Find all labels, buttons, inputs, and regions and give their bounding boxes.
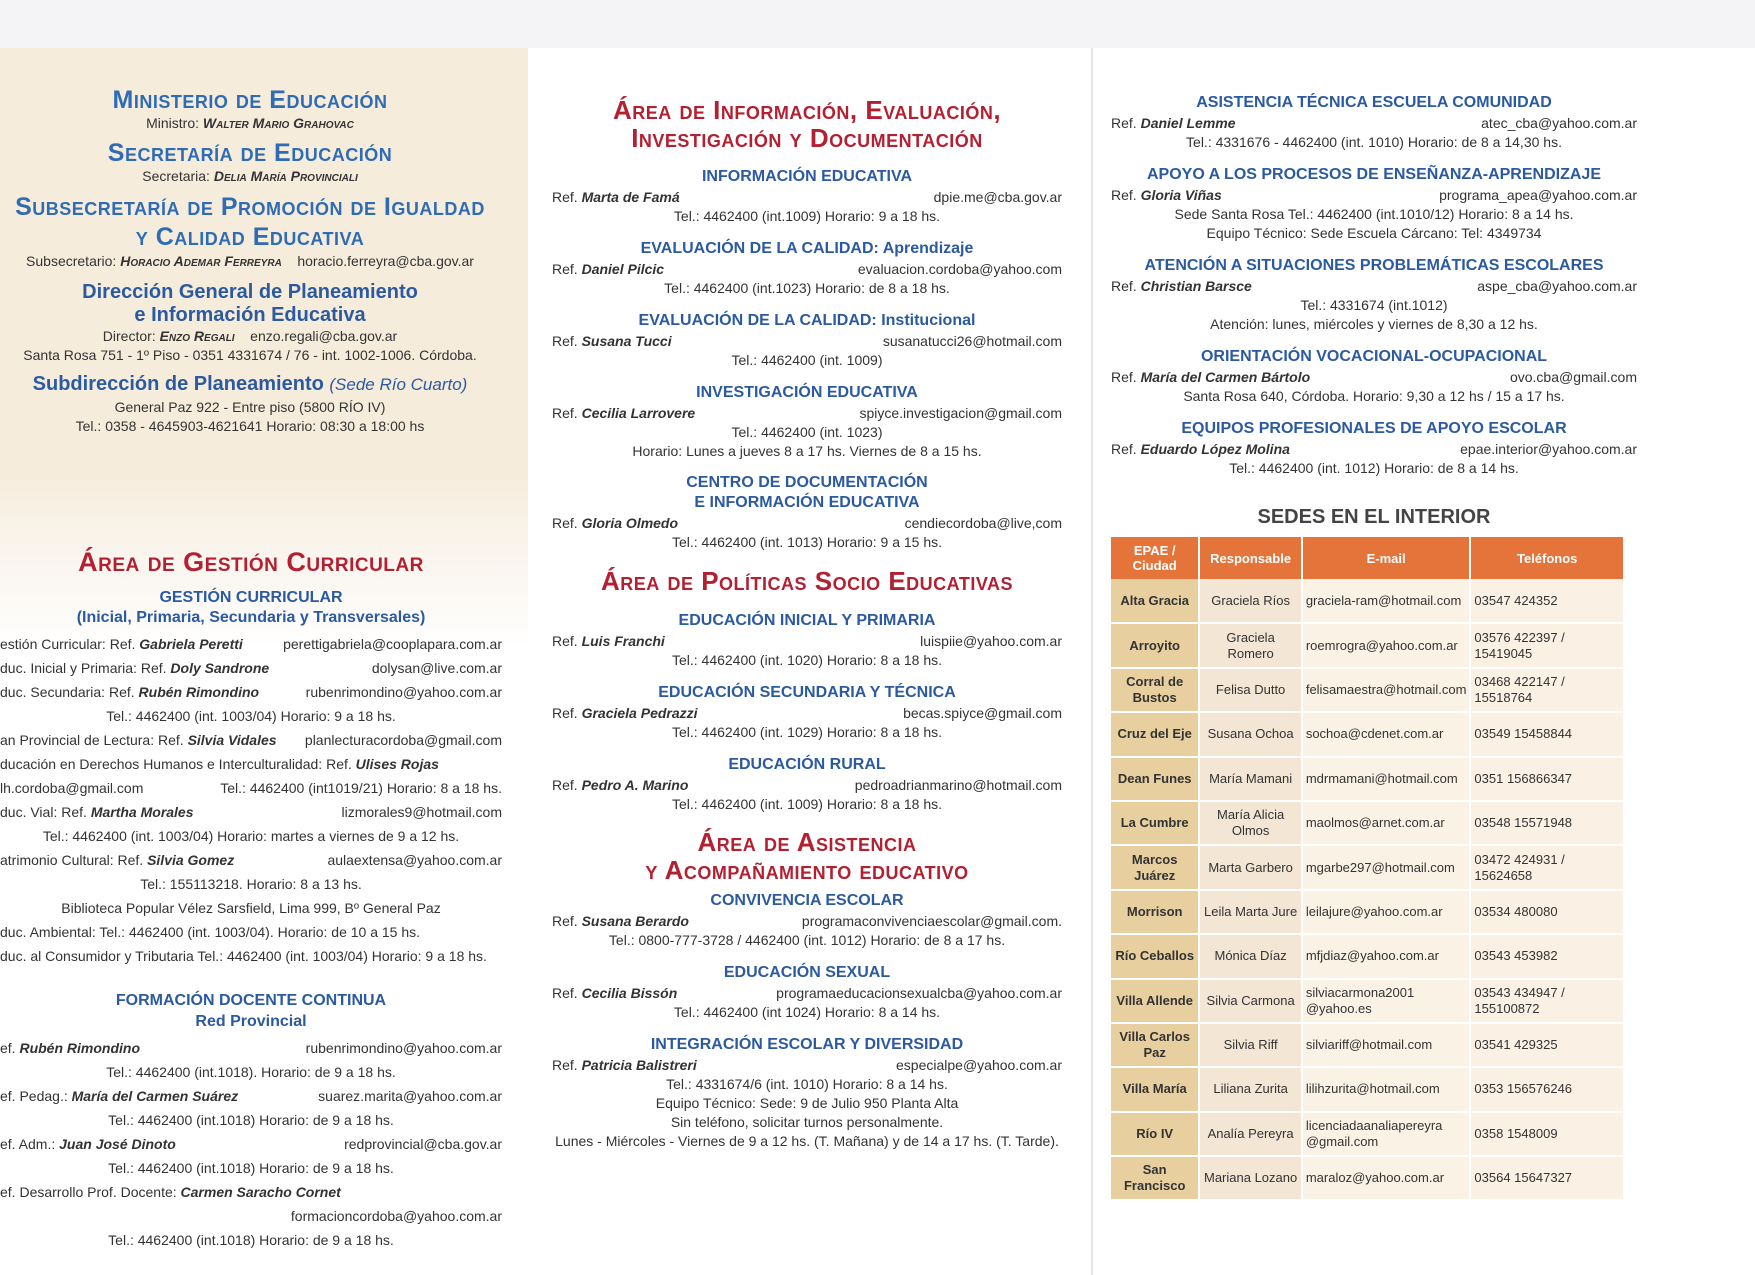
asistencia-blocks: [1111, 92, 1637, 478]
block-title: EVALUACIÓN DE LA CALIDAD: Aprendizaje: [640, 240, 974, 257]
table-cell-tel: 03576 422397 / 15419045: [1470, 623, 1624, 667]
block-line: Tel.: 4462400 (int. 1009): [731, 352, 883, 368]
table-cell-mail: felisamaestra@hotmail.com: [1302, 668, 1471, 712]
area-politicas-title: Área de Políticas Socio Educativas: [600, 566, 1014, 596]
table-cell-tel: 0358 1548009: [1470, 1112, 1624, 1156]
table-cell-tel: 0351 156866347: [1470, 757, 1624, 801]
table-cell-mail: mdrmamani@hotmail.com: [1302, 757, 1471, 801]
ddhh-line2: lh.cordoba@gmail.com Tel.: 4462400 (int1019/21) Horario: 8 a 18 hs.: [0, 780, 502, 796]
table-row: [1111, 757, 1624, 801]
table-cell-tel: 03547 424352: [1470, 579, 1624, 623]
table-cell-tel: 03472 424931 / 15624658: [1470, 845, 1624, 889]
vial-tel: Tel.: 4462400 (int. 1003/04) Horario: martes a viernes de 9 a 12 hs.: [42, 828, 460, 844]
ref-name: Luis Franchi: [581, 633, 665, 649]
table-header-3: Teléfonos: [1470, 537, 1624, 579]
ref-name: Christian Barsce: [1140, 278, 1252, 294]
politicas-block-0: [552, 610, 1062, 670]
info-block-0: [552, 166, 1062, 226]
block-title: APOYO A LOS PROCESOS DE ENSEÑANZA-APRENDIZAJE: [1147, 166, 1601, 183]
gestion-line-0: estión Curricular: Ref. Gabriela Peretti perettigabriela@cooplapara.com.ar: [0, 636, 502, 652]
block-line: Tel.: 4331674/6 (int. 1010) Horario: 8 a 14 hs.: [666, 1076, 948, 1092]
block-title: CONVIVENCIA ESCOLAR: [710, 892, 904, 909]
table-cell-mail: roemrogra@yahoo.com.ar: [1302, 623, 1471, 667]
table-cell-tel: 03564 15647327: [1470, 1156, 1624, 1200]
ddhh-line: ducación en Derechos Humanos e Interculturalidad: Ref. Ulises Rojas: [0, 756, 439, 772]
table-cell-mail: licenciadaanaliapereyra @gmail.com: [1302, 1112, 1471, 1156]
asistencia-block-2: [552, 1034, 1062, 1151]
area-informacion-title: Área de Información, Evaluación, Investigación y Documentación: [612, 95, 1002, 153]
table-row: [1111, 890, 1624, 934]
block-title: EDUCACIÓN RURAL: [728, 756, 886, 773]
ref-name: Susana Berardo: [581, 913, 689, 929]
table-cell-mail: sochoa@cdenet.com.ar: [1302, 712, 1471, 756]
vial-line: duc. Vial: Ref. Martha Morales lizmorales9@hotmail.com: [0, 804, 502, 820]
block-line: Tel.: 4462400 (int 1024) Horario: 8 a 14 hs.: [673, 1004, 941, 1020]
table-cell-tel: 03468 422147 / 15518764: [1470, 668, 1624, 712]
formacion-last: ef. Desarrollo Prof. Docente: Carmen Saracho Cornet: [0, 1184, 341, 1200]
ref-name: Cecilia Bissón: [581, 985, 678, 1001]
block-title: ATENCIÓN A SITUACIONES PROBLEMÁTICAS ESCOLARES: [1144, 257, 1604, 274]
block-email: becas.spiyce@gmail.com: [903, 705, 1062, 721]
ref-name: Daniel Pilcic: [581, 261, 665, 277]
table-cell-mail: graciela-ram@hotmail.com: [1302, 579, 1471, 623]
block-email: pedroadrianmarino@hotmail.com: [854, 777, 1062, 793]
formacion-subtitle: Red Provincial: [195, 1013, 307, 1030]
block-title: INTEGRACIÓN ESCOLAR Y DIVERSIDAD: [650, 1036, 964, 1053]
asistencia-block-1: [552, 962, 1062, 1022]
table-cell-resp: Felisa Dutto: [1199, 668, 1301, 712]
formacion-tel-0: Tel.: 4462400 (int.1018). Horario: de 9 a 18 hs.: [106, 1064, 396, 1080]
block-title: EDUCACIÓN SEXUAL: [723, 964, 891, 981]
block-line: Equipo Técnico: Sede Escuela Cárcano: Tel: 4349734: [1206, 225, 1542, 241]
politicas-block-2: [552, 754, 1062, 814]
block-email: susanatucci26@hotmail.com: [882, 333, 1062, 349]
sedes-title: SEDES EN EL INTERIOR: [1257, 506, 1491, 528]
block-email: ovo.cba@gmail.com: [1509, 369, 1637, 385]
block-ref-row: Ref. Gloria Viñas programa_apea@yahoo.com.ar: [1111, 187, 1637, 203]
table-cell-resp: Leila Marta Jure: [1199, 890, 1301, 934]
table-cell-city: San Francisco: [1111, 1156, 1199, 1200]
block-line: Tel.: 4462400 (int. 1029) Horario: 8 a 18 hs.: [671, 724, 943, 740]
table-row: [1111, 845, 1624, 889]
subdireccion-address: General Paz 922 - Entre piso (5800 RÍO IV): [114, 399, 386, 415]
table-cell-mail: mgarbe297@hotmail.com: [1302, 845, 1471, 889]
table-cell-city: La Cumbre: [1111, 801, 1199, 845]
block-line: Sin teléfono, solicitar turnos personalmente.: [670, 1114, 944, 1130]
block-email: luispiie@yahoo.com.ar: [920, 633, 1062, 649]
block-line: Tel.: 4462400 (int.1023) Horario: de 8 a 18 hs.: [664, 280, 950, 296]
table-cell-city: Villa Allende: [1111, 979, 1199, 1023]
formacion-last-email: formacioncordoba@yahoo.com.ar: [290, 1208, 502, 1224]
subdireccion-title: Subdirección de Planeamiento (Sede Río Cuarto): [32, 373, 468, 395]
secretaria-line: Secretaria: Delia María Provinciali: [142, 168, 358, 184]
director-line: Director: Enzo Regali enzo.regali@cba.gov.ar: [102, 328, 398, 344]
block-email: dpie.me@cba.gov.ar: [933, 189, 1062, 205]
gestion-tel: Tel.: 4462400 (int. 1003/04) Horario: 9 a 18 hs.: [106, 708, 396, 724]
table-cell-resp: María Alicia Olmos: [1199, 801, 1301, 845]
block-title: EQUIPOS PROFESIONALES DE APOYO ESCOLAR: [1181, 420, 1567, 437]
gestion-sub1: GESTIÓN CURRICULAR: [159, 589, 343, 606]
table-row: [1111, 712, 1624, 756]
table-cell-resp: Analía Pereyra: [1199, 1112, 1301, 1156]
block-line: Tel.: 4462400 (int. 1023): [731, 424, 883, 440]
col3-block-2: [1111, 255, 1637, 334]
table-cell-tel: 03549 15458844: [1470, 712, 1624, 756]
ref-name: Pedro A. Marino: [581, 777, 689, 793]
table-cell-city: Morrison: [1111, 890, 1199, 934]
info-block-1: [552, 238, 1062, 298]
ministerio-title: Ministerio de Educación: [112, 86, 388, 114]
table-cell-resp: Susana Ochoa: [1199, 712, 1301, 756]
block-ref-row: Ref. Luis Franchi luispiie@yahoo.com.ar: [552, 633, 1062, 649]
col3-block-3: [1111, 346, 1637, 406]
table-cell-city: Villa María: [1111, 1067, 1199, 1111]
block-ref-row: Ref. Pedro A. Marino pedroadrianmarino@hotmail.com: [552, 777, 1062, 793]
table-row: [1111, 1023, 1624, 1067]
table-row: [1111, 579, 1624, 623]
table-row: [1111, 934, 1624, 978]
formacion-tel-1: Tel.: 4462400 (int.1018) Horario: de 9 a 18 hs.: [108, 1112, 394, 1128]
direccion-title: Dirección General de Planeamiento e Información Educativa: [82, 281, 418, 326]
table-cell-tel: 03548 15571948: [1470, 801, 1624, 845]
ref-name: Cecilia Larrovere: [581, 405, 696, 421]
ref-name: Susana Tucci: [581, 333, 672, 349]
area-politicas-blocks: [552, 610, 1062, 814]
secretaria-title: Secretaría de Educación: [107, 139, 393, 167]
table-row: [1111, 623, 1624, 667]
table-cell-city: Marcos Juárez: [1111, 845, 1199, 889]
subsecretaria-title: Subsecretaría de Promoción de Igualdad y Calidad Educativa: [15, 193, 485, 251]
col3-block-1: [1111, 164, 1637, 243]
block-line: Tel.: 4462400 (int.1009) Horario: 9 a 18 hs.: [673, 208, 941, 224]
block-email: atec_cba@yahoo.com.ar: [1481, 115, 1637, 131]
table-cell-city: Corral de Bustos: [1111, 668, 1199, 712]
table-header-0: EPAE / Ciudad: [1111, 537, 1199, 579]
ref-name: Marta de Famá: [581, 189, 680, 205]
block-title: EDUCACIÓN SECUNDARIA Y TÉCNICA: [658, 684, 956, 701]
table-cell-city: Villa Carlos Paz: [1111, 1023, 1199, 1067]
ministro-line: Ministro: Walter Mario Grahovac: [146, 115, 354, 131]
biblioteca: Biblioteca Popular Vélez Sarsfield, Lima 999, Bº General Paz: [61, 900, 441, 916]
block-ref-row: Ref. Graciela Pedrazzi becas.spiyce@gmail.com: [552, 705, 1062, 721]
block-line: Tel.: 4462400 (int. 1012) Horario: de 8 a 14 hs.: [1229, 460, 1519, 476]
formacion-tel-2: Tel.: 4462400 (int.1018) Horario: de 9 a 18 hs.: [108, 1160, 394, 1176]
block-line: Horario: Lunes a jueves 8 a 17 hs. Viernes de 8 a 15 hs.: [632, 443, 982, 459]
table-row: [1111, 979, 1624, 1023]
consumidor-line: duc. al Consumidor y Tributaria Tel.: 4462400 (int. 1003/04) Horario: 9 a 18 hs.: [0, 948, 487, 964]
gestion-area-title: Área de Gestión Curricular: [78, 547, 424, 577]
block-email: spiyce.investigacion@gmail.com: [859, 405, 1062, 421]
subsecretario-line: Subsecretario: Horacio Ademar Ferreyra horacio.ferreyra@cba.gov.ar: [26, 253, 474, 269]
table-cell-tel: 03543 453982: [1470, 934, 1624, 978]
block-ref-row: Ref. Cecilia Bissón programaeducacionsexualcba@yahoo.com.ar: [552, 985, 1062, 1001]
plan-lectura: an Provincial de Lectura: Ref. Silvia Vidales planlecturacordoba@gmail.com: [0, 732, 502, 748]
middle-panel: [528, 48, 1091, 1275]
formacion-entry-1: ef. Pedag.: María del Carmen Suárez suarez.marita@yahoo.com.ar: [0, 1088, 502, 1104]
table-cell-city: Alta Gracia: [1111, 579, 1199, 623]
block-ref-row: Ref. Susana Berardo programaconvivenciaescolar@gmail.com.: [552, 913, 1062, 929]
gestion-line-2: duc. Secundaria: Ref. Rubén Rimondino rubenrimondino@yahoo.com.ar: [0, 684, 502, 700]
col3-block-0: [1111, 92, 1637, 152]
table-row: [1111, 1067, 1624, 1111]
left-panel: [0, 48, 528, 1275]
table-header-1: Responsable: [1199, 537, 1301, 579]
block-line: Tel.: 4462400 (int. 1009) Horario: 8 a 18 hs.: [671, 796, 943, 812]
ref-name: Gloria Viñas: [1140, 187, 1222, 203]
table-cell-mail: lilihzurita@hotmail.com: [1302, 1067, 1471, 1111]
table-cell-city: Cruz del Eje: [1111, 712, 1199, 756]
block-ref-row: Ref. María del Carmen Bártolo ovo.cba@gmail.com: [1111, 369, 1637, 385]
formacion-entry-0: ef. Rubén Rimondino rubenrimondino@yahoo.com.ar: [0, 1040, 502, 1056]
table-cell-resp: Marta Garbero: [1199, 845, 1301, 889]
table-cell-city: Dean Funes: [1111, 757, 1199, 801]
block-ref-row: Ref. Daniel Pilcic evaluacion.cordoba@yahoo.com: [552, 261, 1062, 277]
block-ref-row: Ref. Patricia Balistreri especialpe@yahoo.com.ar: [552, 1057, 1062, 1073]
block-line: Sede Santa Rosa Tel.: 4462400 (int.1010/12) Horario: 8 a 14 hs.: [1174, 206, 1574, 222]
info-block-2: [552, 310, 1062, 370]
table-cell-city: Río Ceballos: [1111, 934, 1199, 978]
block-ref-row: Ref. Daniel Lemme atec_cba@yahoo.com.ar: [1111, 115, 1637, 131]
table-cell-mail: maraloz@yahoo.com.ar: [1302, 1156, 1471, 1200]
ref-name: Patricia Balistreri: [581, 1057, 697, 1073]
block-line: Tel.: 4462400 (int. 1020) Horario: 8 a 18 hs.: [671, 652, 943, 668]
col3-block-4: [1111, 418, 1637, 478]
table-cell-resp: Graciela Romero: [1199, 623, 1301, 667]
block-ref-row: Ref. Christian Barsce aspe_cba@yahoo.com.ar: [1111, 278, 1637, 294]
sedes-table: [1111, 537, 1625, 1201]
ref-name: María del Carmen Bártolo: [1140, 369, 1311, 385]
block-email: especialpe@yahoo.com.ar: [896, 1057, 1062, 1073]
table-cell-city: Arroyito: [1111, 623, 1199, 667]
block-line: Equipo Técnico: Sede: 9 de Julio 950 Planta Alta: [655, 1095, 959, 1111]
table-cell-resp: Mariana Lozano: [1199, 1156, 1301, 1200]
block-line: Atención: lunes, miércoles y viernes de 8,30 a 12 hs.: [1210, 316, 1538, 332]
formacion-title: FORMACIÓN DOCENTE CONTINUA: [115, 992, 387, 1009]
table-cell-mail: maolmos@arnet.com.ar: [1302, 801, 1471, 845]
block-email: evaluacion.cordoba@yahoo.com: [857, 261, 1062, 277]
table-cell-resp: Liliana Zurita: [1199, 1067, 1301, 1111]
area-informacion-blocks: [552, 166, 1062, 461]
ref-name: Graciela Pedrazzi: [581, 705, 698, 721]
table-cell-mail: leilajure@yahoo.com.ar: [1302, 890, 1471, 934]
info-block-3: [552, 382, 1062, 461]
block-title: INFORMACIÓN EDUCATIVA: [701, 168, 913, 185]
ref-name: Eduardo López Molina: [1140, 441, 1290, 457]
block-ref-row: Ref. Susana Tucci susanatucci26@hotmail.com: [552, 333, 1062, 349]
table-cell-mail: silviariff@hotmail.com: [1302, 1023, 1471, 1067]
block-title: INVESTIGACIÓN EDUCATIVA: [696, 384, 918, 401]
subdireccion-tel: Tel.: 0358 - 4645903-4621641 Horario: 08:30 a 18:00 hs: [75, 418, 425, 434]
gestion-sub2: (Inicial, Primaria, Secundaria y Transversales): [76, 609, 426, 626]
politicas-block-1: [552, 682, 1062, 742]
direccion-address: Santa Rosa 751 - 1º Piso - 0351 4331674 / 76 - int. 1002-1006. Córdoba.: [23, 347, 477, 363]
block-email: aspe_cba@yahoo.com.ar: [1477, 278, 1637, 294]
block-ref-row: Ref. Marta de Famá dpie.me@cba.gov.ar: [552, 189, 1062, 205]
patrimonio-line: atrimonio Cultural: Ref. Silvia Gomez aulaextensa@yahoo.com.ar: [0, 852, 502, 868]
table-row: [1111, 668, 1624, 712]
block-line: Tel.: 4331676 - 4462400 (int. 1010) Horario: de 8 a 14,30 hs.: [1186, 134, 1562, 150]
formacion-last-tel: Tel.: 4462400 (int.1018) Horario: de 9 a 18 hs.: [108, 1232, 394, 1248]
block-email: programaconvivenciaescolar@gmail.com.: [801, 913, 1062, 929]
table-cell-mail: silviacarmona2001 @yahoo.es: [1302, 979, 1471, 1023]
table-cell-tel: 0353 156576246: [1470, 1067, 1624, 1111]
block-title: EDUCACIÓN INICIAL Y PRIMARIA: [678, 612, 936, 629]
block-line: Lunes - Miércoles - Viernes de 9 a 12 hs. (T. Mañana) y de 14 a 17 hs. (T. Tarde).: [555, 1133, 1059, 1149]
area-asistencia-blocks: [552, 890, 1062, 1151]
block-line: Santa Rosa 640, Córdoba. Horario: 9,30 a 12 hs / 15 a 17 hs.: [1183, 388, 1565, 404]
block-line: Tel.: 0800-777-3728 / 4462400 (int. 1012) Horario: de 8 a 17 hs.: [608, 932, 1006, 948]
table-row: [1111, 1112, 1624, 1156]
centro-block: CENTRO DE DOCUMENTACIÓN E INFORMACIÓN EDUCATIVA Ref. Gloria Olmedo cendiecordoba@live,com Tel.: 4462400 (int. 1013) Horario: 9 a 15 hs.: [552, 474, 1062, 550]
table-cell-mail: mfjdiaz@yahoo.com.ar: [1302, 934, 1471, 978]
table-cell-resp: Silvia Riff: [1199, 1023, 1301, 1067]
right-panel: [1093, 48, 1755, 1275]
table-cell-resp: Mónica Díaz: [1199, 934, 1301, 978]
ambiental-line: duc. Ambiental: Tel.: 4462400 (int. 1003/04). Horario: de 10 a 15 hs.: [0, 924, 421, 940]
block-email: programa_apea@yahoo.com.ar: [1439, 187, 1637, 203]
table-cell-resp: Silvia Carmona: [1199, 979, 1301, 1023]
formacion-entry-2: ef. Adm.: Juan José Dinoto redprovincial@cba.gov.ar: [0, 1136, 502, 1152]
block-line: Tel.: 4331674 (int.1012): [1300, 297, 1448, 313]
table-cell-city: Río IV: [1111, 1112, 1199, 1156]
block-title: EVALUACIÓN DE LA CALIDAD: Institucional: [638, 312, 976, 329]
gestion-line-1: duc. Inicial y Primaria: Ref. Doly Sandrone dolysan@live.com.ar: [0, 660, 502, 676]
ref-name: Daniel Lemme: [1140, 115, 1236, 131]
table-row: [1111, 1156, 1624, 1200]
asistencia-block-0: [552, 890, 1062, 950]
table-cell-tel: 03541 429325: [1470, 1023, 1624, 1067]
block-ref-row: Ref. Eduardo López Molina epae.interior@yahoo.com.ar: [1111, 441, 1637, 457]
table-cell-resp: Graciela Ríos: [1199, 579, 1301, 623]
block-ref-row: Ref. Cecilia Larrovere spiyce.investigacion@gmail.com: [552, 405, 1062, 421]
block-title: ORIENTACIÓN VOCACIONAL-OCUPACIONAL: [1200, 348, 1548, 365]
block-title: ASISTENCIA TÉCNICA ESCUELA COMUNIDAD: [1196, 94, 1552, 111]
block-email: programaeducacionsexualcba@yahoo.com.ar: [776, 985, 1062, 1001]
table-cell-tel: 03543 434947 / 155100872: [1470, 979, 1624, 1023]
table-header-2: E-mail: [1302, 537, 1471, 579]
table-cell-resp: María Mamani: [1199, 757, 1301, 801]
table-cell-tel: 03534 480080: [1470, 890, 1624, 934]
table-row: [1111, 801, 1624, 845]
block-email: epae.interior@yahoo.com.ar: [1460, 441, 1637, 457]
patrimonio-tel: Tel.: 155113218. Horario: 8 a 13 hs.: [140, 876, 362, 892]
area-asistencia-title: Área de Asistencia y Acompañamiento educativo: [645, 827, 969, 885]
